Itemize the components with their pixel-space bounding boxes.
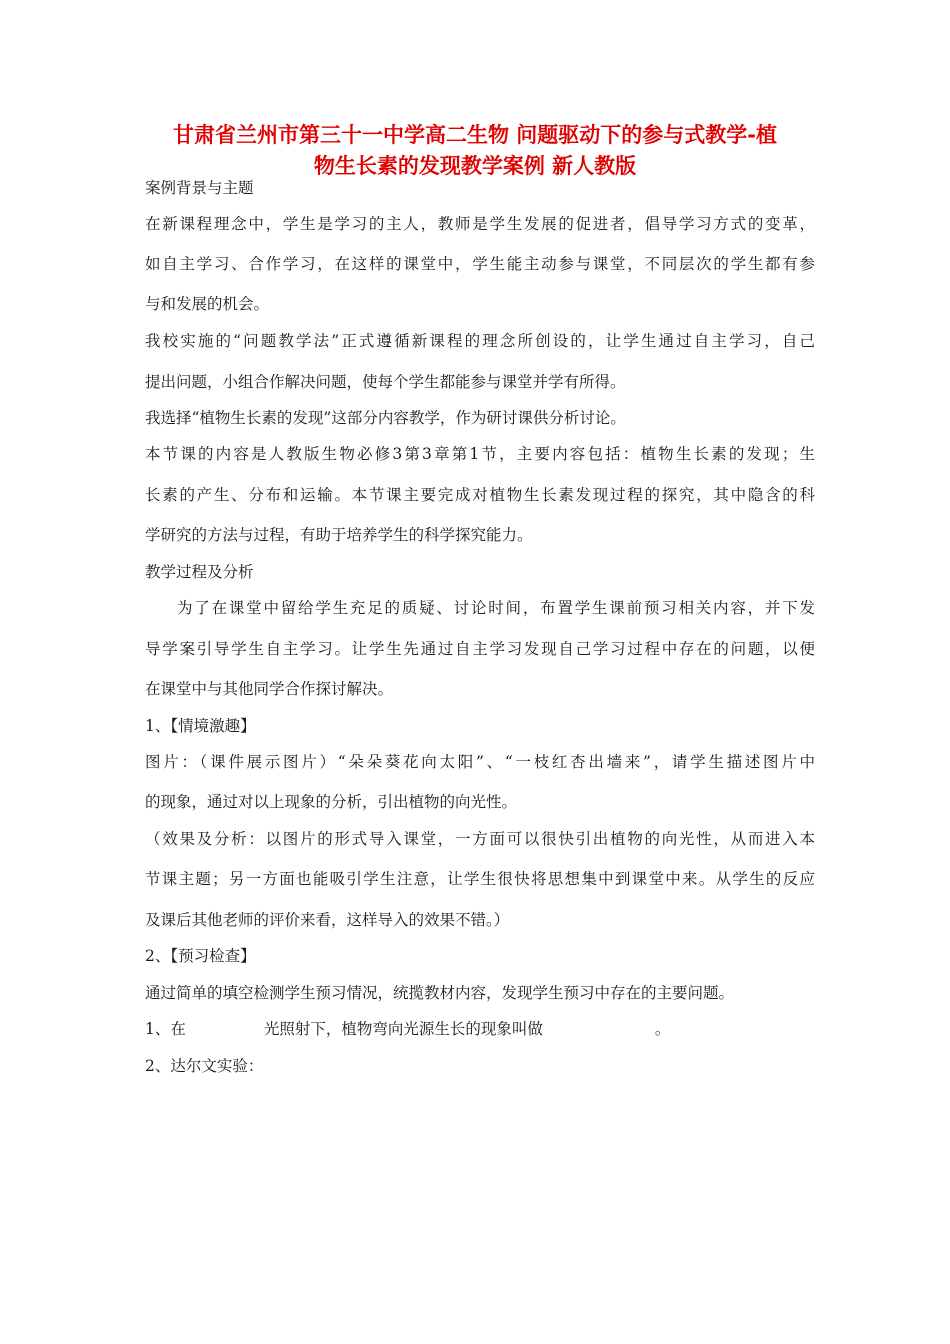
paragraph-line: 我校实施的“问题教学法”正式遵循新课程的理念所创设的，让学生通过自主学习，自己 [145,332,815,350]
section-heading-process: 教学过程及分析 [145,563,254,581]
paragraph-line: 的现象，通过对以上现象的分析，引出植物的向光性。 [145,793,518,811]
paragraph-line: 导学案引导学生自主学习。让学生先通过自主学习发现自己学习过程中存在的问题，以便 [145,640,815,658]
fill-text-part-2: 光照射下，植物弯向光源生长的现象叫做 [263,1020,543,1038]
section-heading-background: 案例背景与主题 [145,179,254,197]
step-heading-2: 2、【预习检查】 [145,947,256,965]
paragraph-line: 通过简单的填空检测学生预习情况，统揽教材内容，发现学生预习中存在的主要问题。 [145,984,735,1002]
step-heading-1: 1、【情境激趣】 [145,717,256,735]
paragraph-line: 提出问题，小组合作解决问题，使每个学生都能参与课堂并学有所得。 [145,373,626,391]
fill-text-part-3: 。 [654,1020,671,1038]
paragraph-line: （效果及分析：以图片的形式导入课堂，一方面可以很快引出植物的向光性，从而进入本 [145,830,815,848]
paragraph-line: 长素的产生、分布和运输。本节课主要完成对植物生长素发现过程的探究，其中隐含的科 [145,486,815,504]
paragraph-line: 如自主学习、合作学习，在这样的课堂中，学生能主动参与课堂，不同层次的学生都有参 [145,255,815,273]
document-title [140,120,810,182]
paragraph-line: 我选择“植物生长素的发现”这部分内容教学，作为研讨课供分析讨论。 [145,409,626,427]
paragraph-line: 及课后其他老师的评价来看，这样导入的效果不错。） [145,911,510,929]
fill-text-part-1: 1、在 [145,1020,186,1038]
title-line-2: 物生长素的发现教学案例 新人教版 [313,154,637,178]
title-line-1: 甘肃省兰州市第三十一中学高二生物 问题驱动下的参与式教学-植 [172,123,778,147]
paragraph-line: 本节课的内容是人教版生物必修3第3章第1节，主要内容包括：植物生长素的发现；生 [145,445,815,463]
paragraph-line: 在课堂中与其他同学合作探讨解决。 [145,680,394,698]
fill-in-question-1 [145,1019,815,1039]
paragraph-line: 为了在课堂中留给学生充足的质疑、讨论时间，布置学生课前预习相关内容，并下发 [177,599,815,617]
fill-in-question-2: 2、达尔文实验： [145,1057,264,1075]
paragraph-line: 在新课程理念中，学生是学习的主人，教师是学生发展的促进者，倡导学习方式的变革， [145,215,815,233]
paragraph-line: 节课主题；另一方面也能吸引学生注意，让学生很快将思想集中到课堂中来。从学生的反应 [145,870,815,888]
paragraph-line: 图片：（课件展示图片）“朵朵葵花向太阳”、“一枝红杏出墙来”，请学生描述图片中 [145,753,815,771]
paragraph-line: 与和发展的机会。 [145,295,270,313]
paragraph-line: 学研究的方法与过程，有助于培养学生的科学探究能力。 [145,526,533,544]
